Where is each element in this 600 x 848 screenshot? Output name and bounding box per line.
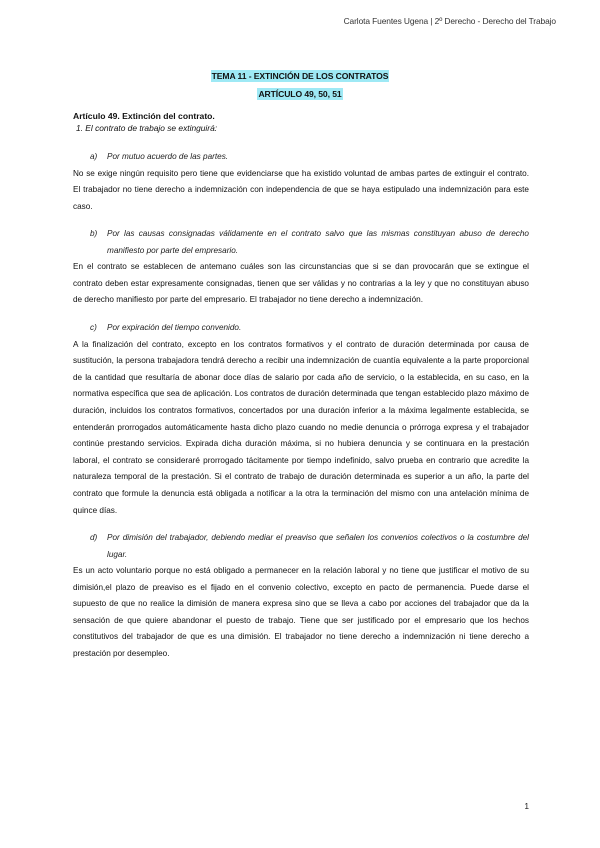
section-c-title — [90, 320, 529, 337]
section-b-body: En el contrato se establecen de antemano cuáles son las circunstancias que si se dan provocarán que se extingue el contrato deben estar expresamente consignadas, tienen que ser válidas y no contrarias a la ley y que no constituyan abuso de derecho manifiesto por parte del empresario. El trabajador no tiene derecho a indemnización. — [73, 262, 529, 305]
section-b-label: b) — [90, 229, 98, 239]
page-header: Carlota Fuentes Ugena | 2º Derecho - Derecho del Trabajo — [343, 16, 556, 26]
title-line-2: ARTÍCULO 49, 50, 51 — [258, 89, 342, 99]
section-c-label: c) — [90, 323, 97, 333]
article-heading: Artículo 49. Extinción del contrato. — [73, 111, 215, 121]
section-c-body: A la finalización del contrato, excepto en los contratos formativos y el contrato de duración determinada por causa de sustitución, la persona trabajadora tendrá derecho a recibir una indemnización de cuantía equivalente a la parte proporcional de la cantidad que resultaría de abonar doce días de salario por cada año de servicio, o la establecida, en su caso, en la normativa específica que sea de aplicación. Los contratos de duración determinada que tengan establecido plazo máximo de duración, incluidos los contratos formativos, concertados por una duración inferior a la máxima legalmente establecida, se entenderán prorrogados automáticamente hasta dicho plazo cuando no medie denuncia o prórroga expresa y el trabajador continúe prestando servicios. Expirada dicha duración máxima, si no hubiera denuncia y se continuara en la prestación laboral, el contrato se consideraré prorrogado tácitamente por tiempo indefinido, salvo prueba en contrario que acredite la naturaleza temporal de la prestación. Si el contrato de trabajo de duración determinada es superior a un año, la parte del contrato que formule la denuncia está obligada a notificar a la otra la terminación del mismo con una antelación mínima de quince días. — [73, 339, 529, 515]
section-d-label: d) — [90, 533, 98, 543]
document-body — [73, 110, 529, 663]
section-d-title — [90, 530, 529, 563]
section-b-title — [90, 226, 529, 259]
section-d-body: Es un acto voluntario porque no está obligado a permanecer en la relación laboral y no tiene que justificar el motivo de su dimisión,el plazo de preaviso es el fijado en el convenio colectivo, excepto en pacto de permanencia. Puede darse el supuesto de que no realice la dimisión de manera expresa sino que se lleva a cabo por acciones del trabajador que da la sensación de que quiere abandonar el puesto de trabajo. Tiene que ser justificado por el empresario que los hechos constitutivos del trabajador de que es una dimisión. El trabajador no tiene derecho a indemnización ni tiene derecho a prestación por desempleo. — [73, 566, 529, 659]
section-b-heading: Por las causas consignadas válidamente en el contrato salvo que las mismas constituyan abuso de derecho manifiesto por parte del empresario. — [107, 229, 529, 255]
title-line-1: TEMA 11 - EXTINCIÓN DE LOS CONTRATOS — [211, 71, 389, 81]
section-a-heading: Por mutuo acuerdo de las partes. — [107, 152, 229, 161]
document-title — [0, 66, 600, 102]
section-d-heading: Por dimisión del trabajador, debiendo mediar el preaviso que señalen los convenios colectivos o la costumbre del lugar. — [107, 533, 529, 559]
article-item-1: 1. El contrato de trabajo se extinguirá: — [76, 123, 218, 133]
section-a-label: a) — [90, 152, 98, 161]
section-a-body: No se exige ningún requisito pero tiene que evidenciarse que ha existido voluntad de ambas partes de extinguir el contrato. El trabajador no tiene derecho a indemnización con independencia de que se haya estipulado una indemnización para este caso. — [73, 168, 529, 211]
section-c-heading: Por expiración del tiempo convenido. — [107, 323, 242, 333]
section-a-title — [90, 149, 529, 166]
page-number: 1 — [524, 801, 529, 811]
